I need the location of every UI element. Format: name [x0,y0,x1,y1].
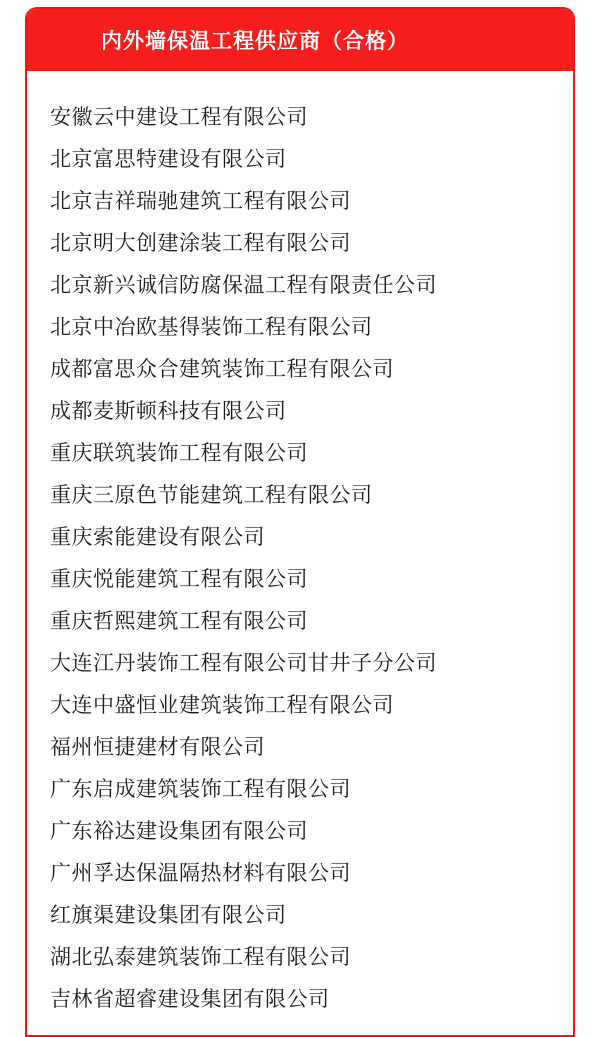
list-item: 福州恒捷建材有限公司 [50,735,265,759]
list-item: 红旗渠建设集团有限公司 [50,903,287,927]
card-header [27,9,573,71]
list-item: 湖北弘泰建筑装饰工程有限公司 [50,945,351,969]
list-item: 重庆联筑装饰工程有限公司 [50,441,308,465]
list-item: 吉林省超睿建设集团有限公司 [50,987,330,1011]
list-item: 重庆哲熙建筑工程有限公司 [50,609,308,633]
list-item: 成都麦斯顿科技有限公司 [50,399,287,423]
list-item: 北京新兴诚信防腐保温工程有限责任公司 [50,273,437,297]
list-item: 北京明大创建涂装工程有限公司 [50,231,351,255]
list-item: 成都富思众合建筑装饰工程有限公司 [50,357,394,381]
list-item: 重庆悦能建筑工程有限公司 [50,567,308,591]
list-item: 北京富思特建设有限公司 [50,147,287,171]
list-item: 广东裕达建设集团有限公司 [50,819,308,843]
list-item: 安徽云中建设工程有限公司 [50,105,308,129]
supplier-list [50,96,437,1020]
supplier-list-card [25,7,575,1037]
list-item: 广东启成建筑装饰工程有限公司 [50,777,351,801]
list-item: 大连中盛恒业建筑装饰工程有限公司 [50,693,394,717]
list-item: 大连江丹装饰工程有限公司甘井子分公司 [50,651,437,675]
list-item: 北京中冶欧基得装饰工程有限公司 [50,315,373,339]
list-item: 重庆三原色节能建筑工程有限公司 [50,483,373,507]
list-item: 重庆索能建设有限公司 [50,525,265,549]
list-item: 广州孚达保温隔热材料有限公司 [50,861,351,885]
list-item: 北京吉祥瑞驰建筑工程有限公司 [50,189,351,213]
page-title: 内外墙保温工程供应商（合格） [101,29,409,53]
